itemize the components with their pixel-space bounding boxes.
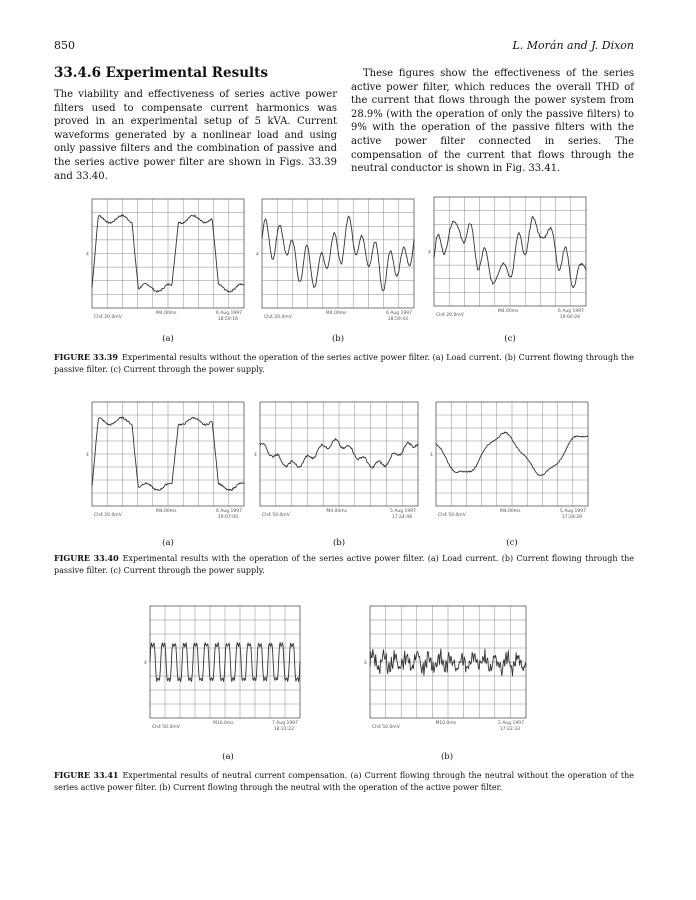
right-column-paragraph: These figures show the effectiveness of the series active power filter, which reduces the overall THD of the current that flows through the power system from 28.9% (with the operation of only the passive filters) to 9% with the operation of the passive filters with the active power filter connected in series. The compensation of the current that flows through the neutral conductor is shown in Fig. 33.41. (351, 68, 634, 175)
scope-trace-figure-33-40-b (254, 402, 418, 520)
subfigure-label: (a) (222, 752, 234, 762)
figure-caption-text: Experimental results without the operation of the series active power filter. (a) Load current. (b) Current flowing through the passive filter. (c) Current through the power supply. (54, 353, 635, 374)
subfigure-label: (b) (332, 538, 346, 548)
running-header-authors: L. Morán and J. Dixon (512, 39, 634, 52)
figure-label: FIGURE 33.41 (54, 770, 119, 780)
figure-caption-text: Experimental results with the operation of the series active power filter. (a) Load current. (b) Current flowing through the passive filter. (c) Current through the power supply. (54, 554, 635, 575)
subfigure-label: (c) (504, 334, 516, 344)
time-readout: 19:00:28 (559, 315, 580, 320)
date-readout: 6 Aug 1997 (216, 311, 242, 316)
date-readout: 6 Aug 1997 (386, 311, 412, 316)
scope-trace-figure-33-41-a (144, 606, 300, 732)
date-readout: 6 Aug 1997 (558, 309, 584, 314)
channel-readout: Ch4 20.0mV (94, 513, 122, 518)
time-readout: 18:59:43 (387, 317, 408, 322)
subfigure-label: (b) (331, 334, 345, 344)
scope-trace-figure-33-39-c (428, 197, 586, 320)
time-readout: 19:07:00 (217, 515, 238, 520)
channel-marker: 4 (430, 453, 433, 458)
date-readout: 5 Aug 1997 (390, 509, 416, 514)
subfigure-label: (a) (162, 538, 174, 548)
figure-caption (54, 553, 634, 576)
channel-marker: 4 (86, 252, 89, 258)
channel-marker: 4 (254, 453, 257, 458)
channel-readout: Ch4 50.0mV (152, 725, 180, 730)
figure-label: FIGURE 33.40 (54, 553, 119, 563)
time-readout: 18:59:16 (217, 317, 238, 322)
timebase-readout: M10.0ms (213, 721, 234, 726)
figure-caption (54, 770, 634, 793)
channel-readout: Ch4 20.0mV (94, 315, 122, 320)
channel-marker: 4 (144, 661, 147, 666)
timebase-readout: M10.0ms (435, 721, 457, 726)
scope-trace-figure-33-39-b (256, 199, 414, 322)
page-number: 850 (54, 39, 75, 52)
time-readout: 18:31:22 (273, 727, 294, 732)
timebase-readout: M4.00ms (155, 311, 177, 316)
date-readout: 5 Aug 1997 (560, 509, 586, 514)
timebase-readout: M4.00ms (325, 311, 347, 316)
channel-readout: Ch4 20.0mV (436, 313, 464, 318)
channel-readout: Ch4 50.0mV (438, 513, 466, 518)
channel-readout: Ch4 50.0mV (372, 725, 400, 730)
timebase-readout: M4.00ms (499, 509, 521, 514)
date-readout: 5 Aug 1997 (498, 721, 524, 726)
subfigure-label: (b) (440, 752, 454, 762)
time-readout: 17:24:48 (391, 515, 412, 520)
left-column-paragraph: The viability and effectiveness of series active power filters used to compensate current harmonics was proved in an experimental setup of 5 kVA. Current waveforms generated by a nonlinear load and using only passive filters and the combination of passive and the series active power filter are shown in Figs. 33.39 and 33.40. (54, 89, 337, 182)
time-readout: 17:22:33 (499, 727, 520, 732)
figure-caption-text: Experimental results of neutral current compensation. (a) Current flowing through the neutral without the operation of the series active power filter. (b) Current flowing through the neutral with the operation of the active power filter. (54, 771, 635, 792)
scope-trace-figure-33-39-a (86, 199, 244, 322)
timebase-readout: M4.00ms (497, 309, 519, 314)
figure-caption (54, 352, 634, 375)
subfigure-label: (c) (506, 538, 518, 548)
date-readout: 7 Aug 1997 (272, 721, 298, 726)
scope-trace-figure-33-41-b (364, 606, 526, 732)
channel-marker: 4 (428, 250, 431, 256)
section-title: 33.4.6 Experimental Results (54, 65, 268, 81)
figure-label: FIGURE 33.39 (54, 352, 118, 362)
date-readout: 6 Aug 1997 (216, 509, 242, 514)
scope-trace-figure-33-40-c (430, 402, 588, 520)
channel-marker: 4 (364, 661, 367, 666)
channel-marker: 4 (256, 252, 259, 258)
channel-marker: 4 (86, 453, 89, 458)
channel-readout: Ch4 20.0mV (264, 315, 292, 320)
channel-readout: Ch4 50.0mV (262, 513, 290, 518)
subfigure-label: (a) (162, 334, 174, 344)
scope-trace-figure-33-40-a (86, 402, 244, 520)
timebase-readout: M4.00ms (155, 509, 177, 514)
time-readout: 17:28:29 (561, 515, 582, 520)
timebase-readout: M4.00ms (326, 509, 348, 514)
